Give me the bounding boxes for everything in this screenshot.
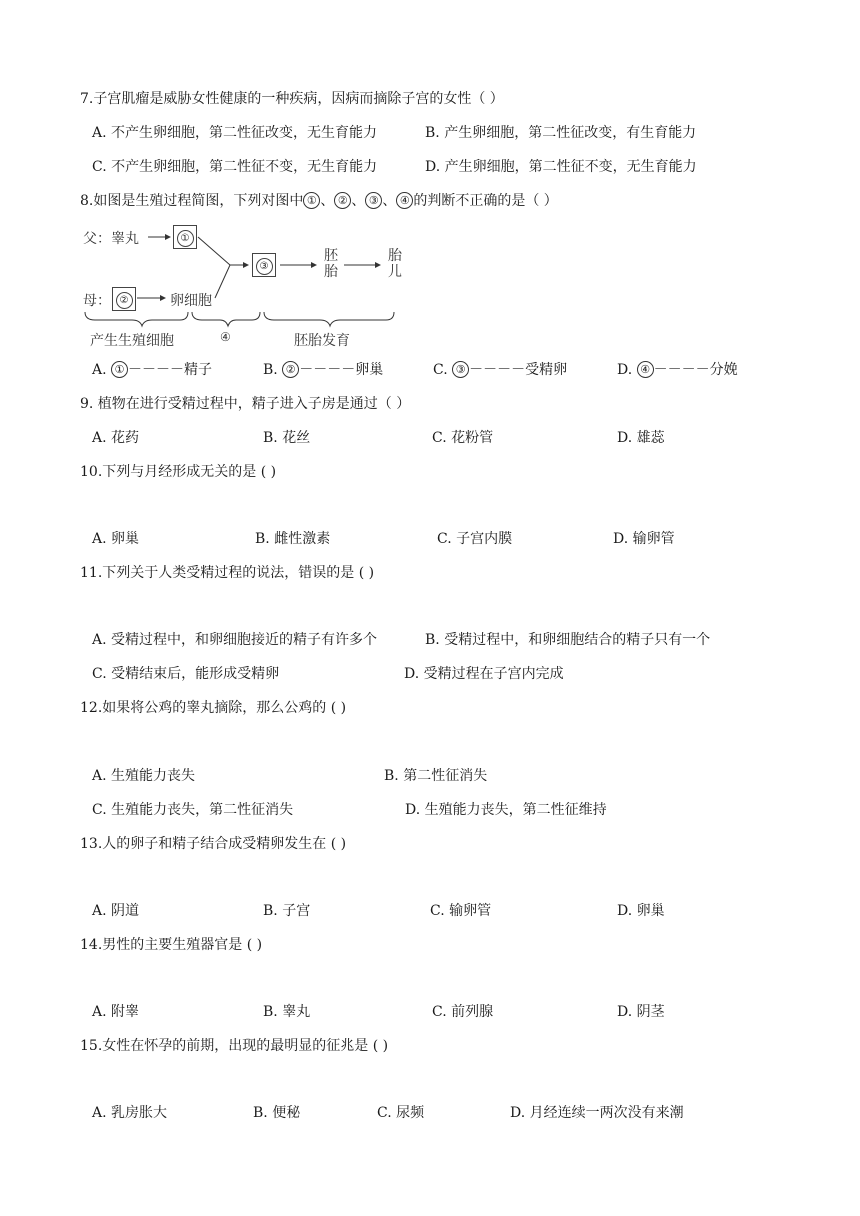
q8-option-d[interactable]: D. ④ －－－－分娩 <box>617 362 738 378</box>
q12-option-b[interactable]: B. 第二性征消失 <box>384 768 488 784</box>
q11-option-d[interactable]: D. 受精过程在子宫内完成 <box>404 666 564 682</box>
q12-option-c[interactable]: C. 生殖能力丧失，第二性征消失 <box>92 802 294 818</box>
q9-option-d[interactable]: D. 雄蕊 <box>617 430 665 446</box>
q15-option-b[interactable]: B. 便秘 <box>253 1105 301 1121</box>
diagram-box-3: ③ <box>252 253 276 277</box>
q8-option-a[interactable]: A. ① －－－－精子 <box>92 362 213 378</box>
diagram-father-label: 父：睾丸 <box>83 231 139 247</box>
q9-option-c[interactable]: C. 花粉管 <box>432 430 494 446</box>
q11-option-a[interactable]: A. 受精过程中，和卵细胞接近的精子有许多个 <box>92 632 378 648</box>
question-8-stem: 8.如图是生殖过程简图，下列对图中 ① 、 ② 、 ③ 、 ④ 的判断不正确的是（ ） <box>80 193 558 209</box>
q14-option-b[interactable]: B. 睾丸 <box>263 1004 311 1020</box>
question-10-stem: 10.下列与月经形成无关的是 ( ) <box>80 464 277 480</box>
q14-option-c[interactable]: C. 前列腺 <box>432 1004 494 1020</box>
q15-option-a[interactable]: A. 乳房胀大 <box>92 1105 168 1121</box>
q12-option-a[interactable]: A. 生殖能力丧失 <box>92 768 196 784</box>
q15-option-c[interactable]: C. 尿频 <box>377 1105 425 1121</box>
q10-option-b[interactable]: B. 雌性激素 <box>255 531 331 547</box>
diagram-segment-2: ④ <box>220 330 231 344</box>
question-15-stem: 15.女性在怀孕的前期，出现的最明显的征兆是 ( ) <box>80 1038 389 1054</box>
question-7-stem: 7.子宫肌瘤是威胁女性健康的一种疾病，因病而摘除子宫的女性（ ） <box>80 91 504 107</box>
question-13-stem: 13.人的卵子和精子结合成受精卵发生在 ( ) <box>80 836 347 852</box>
q14-option-a[interactable]: A. 附睾 <box>92 1004 140 1020</box>
q10-option-d[interactable]: D. 输卵管 <box>613 531 675 547</box>
diagram-fetus-label: 胎 儿 <box>388 248 402 280</box>
q7-option-d[interactable]: D. 产生卵细胞，第二性征不变，无生育能力 <box>425 159 697 175</box>
q13-option-d[interactable]: D. 卵巢 <box>617 903 665 919</box>
question-14-stem: 14.男性的主要生殖器官是 ( ) <box>80 937 263 953</box>
q9-option-b[interactable]: B. 花丝 <box>263 430 311 446</box>
diagram-egg-label: 卵细胞 <box>170 293 212 309</box>
q8-option-b[interactable]: B. ② －－－－卵巢 <box>263 362 384 378</box>
reproduction-diagram <box>80 220 410 352</box>
q8-option-c[interactable]: C. ③ －－－－受精卵 <box>433 362 568 378</box>
q13-option-a[interactable]: A. 阴道 <box>92 903 140 919</box>
diagram-mother-label: 母： <box>83 293 111 309</box>
q13-option-b[interactable]: B. 子宫 <box>263 903 311 919</box>
q7-option-a[interactable]: A. 不产生卵细胞，第二性征改变，无生育能力 <box>92 125 378 141</box>
diagram-box-1: ① <box>173 225 197 249</box>
q7-option-b[interactable]: B. 产生卵细胞，第二性征改变，有生育能力 <box>425 125 697 141</box>
q9-option-a[interactable]: A. 花药 <box>92 430 140 446</box>
diagram-segment-1: 产生生殖细胞 <box>90 333 174 349</box>
q12-option-d[interactable]: D. 生殖能力丧失，第二性征维持 <box>405 802 607 818</box>
q10-option-c[interactable]: C. 子宫内膜 <box>437 531 513 547</box>
diagram-segment-3: 胚胎发育 <box>294 333 350 349</box>
q15-option-d[interactable]: D. 月经连续一两次没有来潮 <box>510 1105 684 1121</box>
q13-option-c[interactable]: C. 输卵管 <box>430 903 492 919</box>
question-12-stem: 12.如果将公鸡的睾丸摘除，那么公鸡的 ( ) <box>80 700 347 716</box>
q11-option-b[interactable]: B. 受精过程中，和卵细胞结合的精子只有一个 <box>425 632 711 648</box>
diagram-embryo-label: 胚 胎 <box>324 248 338 280</box>
q14-option-d[interactable]: D. 阴茎 <box>617 1004 665 1020</box>
diagram-box-2: ② <box>112 287 136 311</box>
question-11-stem: 11.下列关于人类受精过程的说法，错误的是 ( ) <box>80 565 375 581</box>
q11-option-c[interactable]: C. 受精结束后，能形成受精卵 <box>92 666 280 682</box>
question-9-stem: 9. 植物在进行受精过程中，精子进入子房是通过（ ） <box>80 396 411 412</box>
q7-option-c[interactable]: C. 不产生卵细胞，第二性征不变，无生育能力 <box>92 159 378 175</box>
q10-option-a[interactable]: A. 卵巢 <box>92 531 140 547</box>
